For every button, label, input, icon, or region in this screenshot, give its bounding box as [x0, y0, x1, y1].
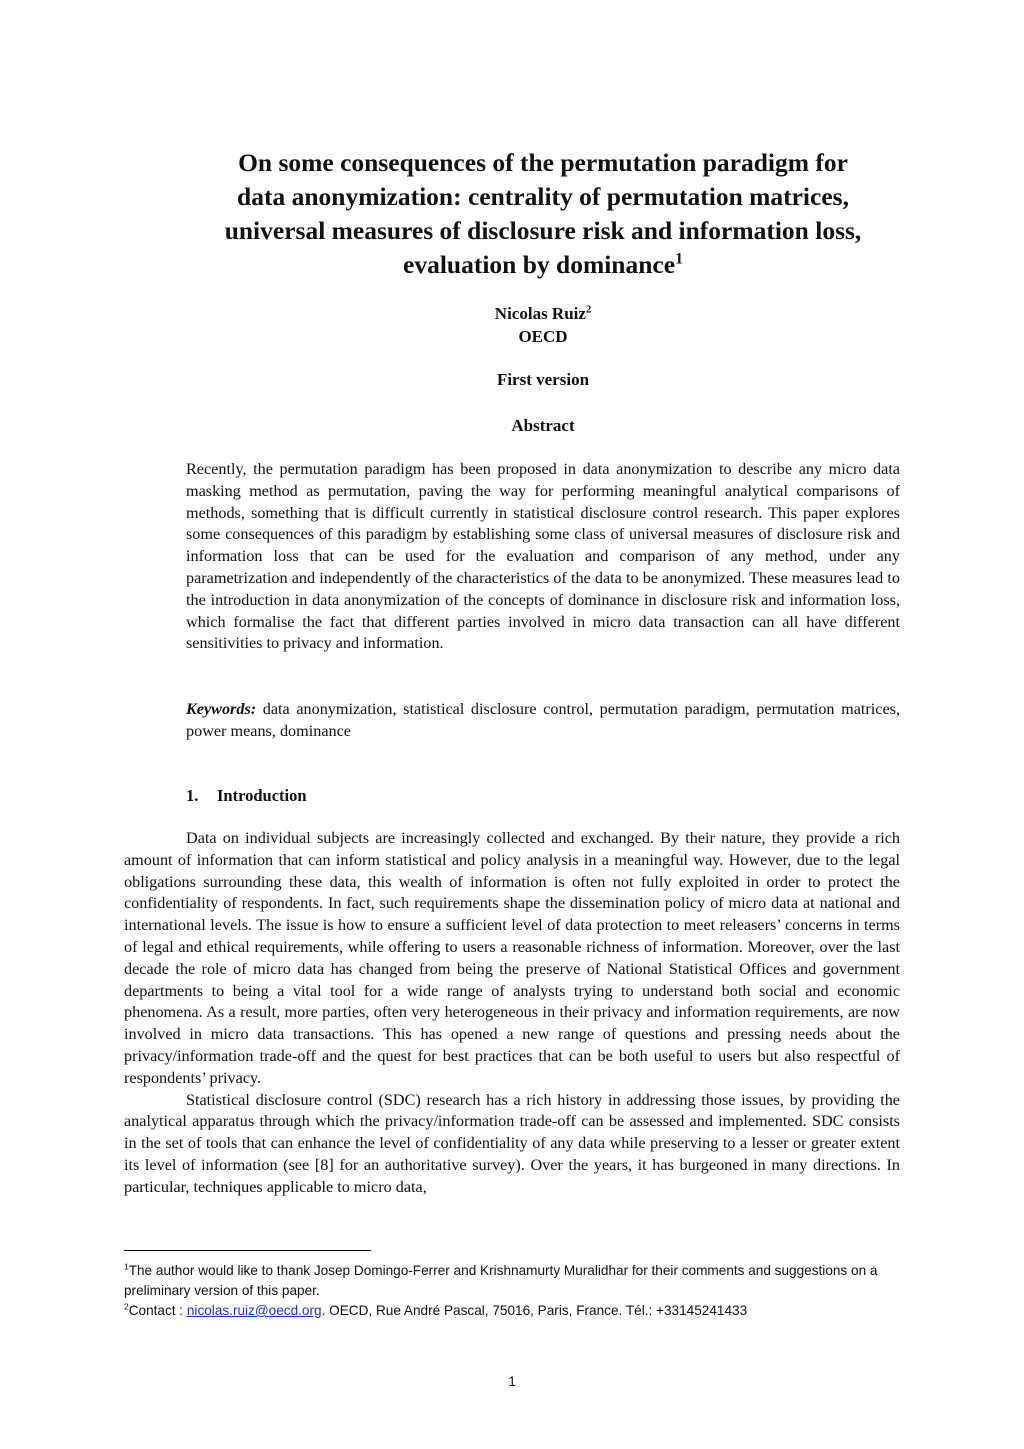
section-title: Introduction [217, 786, 307, 805]
author-footnote-mark[interactable]: 2 [585, 304, 592, 316]
footnote-1-mark: 1 [124, 1261, 129, 1272]
author-line [150, 304, 936, 324]
keywords [186, 699, 900, 743]
footnote-1-text: The author would like to thank Josep Domingo-Ferrer and Krishnamurty Muralidhar for their comments and suggestions on a preliminary version of this paper. [124, 1263, 878, 1298]
introduction-body [124, 828, 900, 1199]
abstract-text: Recently, the permutation paradigm has been proposed in data anonymization to describe any micro data masking method as permutation, paving the way for performing meaningful analytical comparisons of methods, something that is difficult currently in statistical disclosure control research. This paper explores some consequences of this paradigm by establishing some class of universal measures of disclosure risk and information loss that can be used for the evaluation and comparison of any method, under any parametrization and independently of the characteristics of the data to be anonymized. These measures lead to the introduction in data anonymization of the concepts of dominance in disclosure risk and information loss, which formalise the fact that different parties involved in micro data transaction can all have different sensitivities to privacy and information. [186, 460, 900, 653]
section-number: 1. [186, 786, 199, 805]
paragraph: Statistical disclosure control (SDC) research has a rich history in addressing those issues, by providing the analytical apparatus through which the privacy/information trade-off can be assessed and implemented. SDC consists in the set of tools that can enhance the level of confidentiality of any data while preserving to a lesser or greater extent its level of information (see [8] for an authoritative survey). Over the years, it has burgeoned in many directions. In particular, techniques applicable to micro data, [124, 1090, 900, 1196]
contact-email-link[interactable]: nicolas.ruiz@oecd.org [186, 1303, 322, 1318]
title-line-4-text: evaluation by dominance [403, 250, 676, 279]
keywords-text: data anonymization, statistical disclosure control, permutation paradigm, permutation matrices, power means, dominance [186, 700, 900, 740]
page-number: 1 [508, 1373, 516, 1389]
title-line-2: data anonymization: centrality of permutation matrices, [237, 182, 849, 211]
footnote-2-suffix: . OECD, Rue André Pascal, 75016, Paris, France. Tél.: +33145241433 [321, 1303, 748, 1318]
paper-title [150, 146, 936, 282]
footnote-2-mark: 2 [124, 1301, 129, 1312]
footnote-2 [124, 1301, 900, 1321]
abstract-heading: Abstract [511, 416, 575, 435]
version-label: First version [496, 370, 590, 389]
footnote-2-prefix: Contact : [128, 1303, 187, 1318]
title-line-4 [150, 248, 936, 282]
section-heading-introduction [186, 786, 307, 806]
title-footnote-mark[interactable]: 1 [675, 250, 683, 268]
keywords-label: Keywords: [186, 700, 257, 718]
author-name: Nicolas Ruiz [494, 304, 586, 323]
title-line-3: universal measures of disclosure risk and information loss, [224, 216, 862, 245]
author-affiliation: OECD [518, 327, 568, 346]
footnote-1 [124, 1261, 900, 1301]
footnotes [124, 1261, 900, 1321]
paragraph: Data on individual subjects are increasingly collected and exchanged. By their nature, they provide a rich amount of information that can inform statistical and policy analysis in a meaningful way. However, due to the legal obligations surrounding these data, this wealth of information is often not fully exploited in order to protect the confidentiality of respondents. In fact, such requirements shape the dissemination policy of micro data at national and international levels. The issue is how to ensure a sufficient level of data protection to meet releasers’ concerns in terms of legal and ethical requirements, while offering to users a reasonable richness of information. Moreover, over the last decade the role of micro data has changed from being the preserve of National Statistical Offices and government departments to being a vital tool for a wide range of analysts trying to understand both social and economic phenomena. As a result, more parties, often very heterogeneous in their privacy and information requirements, are now involved in micro data transactions. This has opened a new range of questions and pressing needs about the privacy/information trade-off and the quest for best practices that can be both useful to users but also respectful of respondents’ privacy. [124, 829, 900, 1087]
title-line-1: On some consequences of the permutation paradigm for [238, 148, 848, 177]
footnote-divider [124, 1250, 371, 1251]
